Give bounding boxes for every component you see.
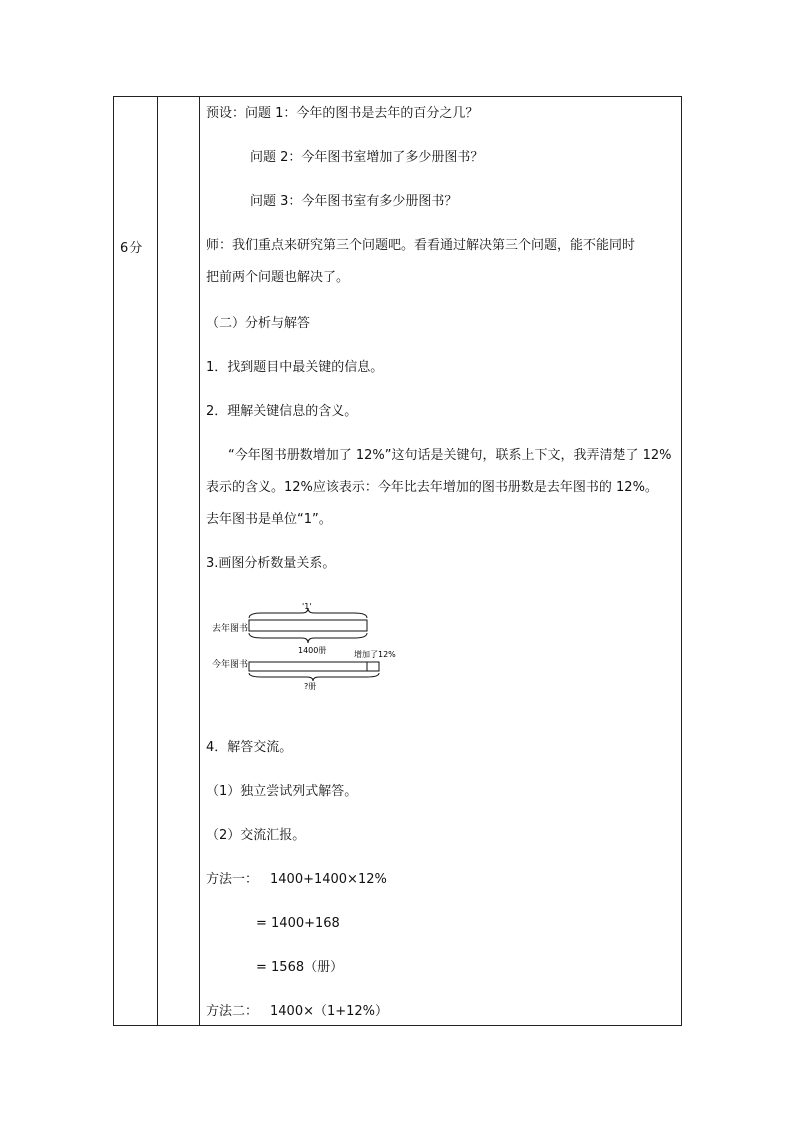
step-2: 2．理解关键信息的含义。	[206, 404, 358, 419]
diagram-this-year-label: 今年图书	[212, 660, 249, 670]
method-1-expression: 1400+1400×12%	[270, 872, 387, 887]
diagram-last-year-label: 去年图书	[212, 624, 249, 634]
time-cell: 6分	[120, 241, 144, 256]
explanation-line-1: “今年图书册数增加了 12%”这句话是关键句，联系上下文，我弄清楚了 12%	[228, 448, 672, 463]
lesson-table	[113, 96, 682, 1026]
diagram-unit-brace	[249, 608, 367, 618]
diagram-last-year-value: 1400册	[298, 646, 327, 655]
preset-question-1: 预设：问题 1：今年的图书是去年的百分之几？	[206, 106, 479, 121]
column-divider-1	[157, 97, 158, 1025]
step-1: 1．找到题目中最关键的信息。	[206, 360, 384, 375]
teacher-remark-line-2: 把前两个问题也解决了。	[206, 270, 350, 285]
teacher-remark-line-1: 师：我们重点来研究第三个问题吧。看看通过解决第三个问题，能不能同时	[206, 238, 636, 253]
diagram-increase-label: 增加了12%	[354, 650, 396, 659]
diagram-this-year-bar	[249, 662, 379, 671]
diagram-last-year-brace	[249, 633, 367, 643]
method-1-step-2: = 1400+168	[256, 916, 340, 931]
preset-question-2: 问题 2：今年图书室增加了多少册图书？	[250, 150, 484, 165]
sub-step-1: （1）独立尝试列式解答。	[206, 784, 358, 799]
quantity-diagram	[212, 595, 412, 690]
section-heading: （二）分析与解答	[206, 316, 311, 331]
step-3: 3.画图分析数量关系。	[206, 556, 336, 571]
diagram-this-year-value: ?册	[304, 682, 317, 690]
method-1-label: 方法一：	[206, 872, 259, 887]
sub-step-2: （2）交流汇报。	[206, 828, 306, 843]
explanation-line-2: 表示的含义。12%应该表示：今年比去年增加的图书册数是去年图书的 12%。	[206, 480, 658, 495]
diagram-this-year-brace	[249, 673, 379, 681]
method-1-step-3: = 1568（册）	[256, 960, 344, 975]
method-2-expression: 1400×（1+12%）	[270, 1004, 389, 1019]
step-4: 4．解答交流。	[206, 740, 293, 755]
content-cell	[206, 97, 675, 1025]
diagram-last-year-bar	[249, 620, 367, 631]
explanation-line-3: 去年图书是单位“1”。	[206, 512, 332, 527]
preset-question-3: 问题 3：今年图书室有多少册图书？	[250, 194, 458, 209]
column-divider-2	[199, 97, 200, 1025]
method-2-label: 方法二：	[206, 1004, 259, 1019]
diagram-unit-label: '1'	[302, 602, 312, 611]
